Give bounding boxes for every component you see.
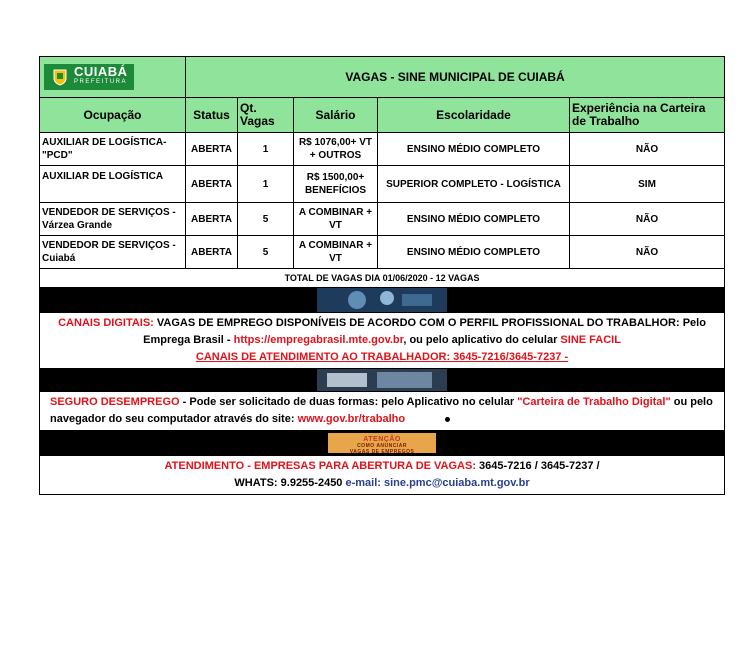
col-qt: Qt. Vagas <box>238 98 294 133</box>
cuiaba-logo <box>44 64 134 90</box>
cell-salario: A COMBINAR + VT <box>294 236 378 269</box>
empresas-email[interactable]: e-mail: sine.pmc@cuiaba.mt.gov.br <box>342 477 530 489</box>
bullet-dot-icon <box>445 417 450 422</box>
cell-qt: 5 <box>238 236 294 269</box>
logo-name: CUIABÁ <box>74 63 128 79</box>
banner-image-cell <box>40 288 725 313</box>
col-ocupacao: Ocupação <box>40 98 186 133</box>
canais-digitais-cell <box>40 313 725 369</box>
col-escolaridade: Escolaridade <box>378 98 570 133</box>
banner-image-cell-2 <box>40 369 725 392</box>
cell-status: ABERTA <box>186 133 238 166</box>
image-band-1 <box>40 288 725 313</box>
canais-label: CANAIS DIGITAIS: <box>58 317 154 329</box>
cell-qt: 5 <box>238 203 294 236</box>
seguro-desemprego-row <box>40 392 725 431</box>
table-row <box>40 203 725 236</box>
cell-escolaridade: ENSINO MÉDIO COMPLETO <box>378 133 570 166</box>
table-row <box>40 166 725 203</box>
cell-status: ABERTA <box>186 236 238 269</box>
seguro-desemprego-cell <box>40 392 725 431</box>
cell-status: ABERTA <box>186 166 238 203</box>
cell-escolaridade: ENSINO MÉDIO COMPLETO <box>378 236 570 269</box>
cell-ocupacao: VENDEDOR DE SERVIÇOS - Várzea Grande <box>40 203 186 236</box>
empresas-row <box>40 456 725 495</box>
atencao-line3: VAGAS DE EMPREGOS <box>349 449 415 455</box>
cell-escolaridade: SUPERIOR COMPLETO - LOGÍSTICA <box>378 166 570 203</box>
seguro-app: "Carteira de Trabalho Digital" <box>517 396 671 408</box>
cell-qt: 1 <box>238 133 294 166</box>
jobs-table <box>39 56 725 495</box>
canais-digitais-row <box>40 313 725 369</box>
empresas-label: ATENDIMENTO - EMPRESAS PARA ABERTURA DE VAGAS: <box>164 460 476 472</box>
atencao-line1: ATENÇÃO <box>363 436 401 443</box>
city-crest-icon <box>50 67 70 87</box>
seguro-banner-image <box>317 369 447 391</box>
image-band-2 <box>40 369 725 392</box>
cell-ocupacao: AUXILIAR DE LOGÍSTICA- "PCD" <box>40 133 186 166</box>
atendimento-trabalhador: CANAIS DE ATENDIMENTO AO TRABALHADOR: 3645-7216/3645-7237 - <box>195 351 569 363</box>
header-row <box>40 98 725 133</box>
cell-salario: R$ 1500,00+ BENEFÍCIOS <box>294 166 378 203</box>
col-salario: Salário <box>294 98 378 133</box>
cell-experiencia: NÃO <box>570 236 725 269</box>
empregabrasil-prefix: Emprega Brasil - <box>143 334 234 346</box>
cell-status: ABERTA <box>186 203 238 236</box>
cell-escolaridade: ENSINO MÉDIO COMPLETO <box>378 203 570 236</box>
cell-salario: A COMBINAR + VT <box>294 203 378 236</box>
banner-image-cell-3 <box>40 431 725 456</box>
empresas-whats: WHATS: 9.9255-2450 <box>234 477 343 489</box>
cell-experiencia: NÃO <box>570 133 725 166</box>
image-band-3 <box>40 431 725 456</box>
seguro-text2: ou pelo navegador do seu computador através do site: <box>50 396 713 425</box>
total-row <box>40 269 725 288</box>
job-sheet <box>39 56 724 495</box>
seguro-label: SEGURO DESEMPREGO <box>50 396 180 408</box>
empregabrasil-mid: , ou pelo aplicativo do celular <box>403 334 561 346</box>
sine-facil-app: SINE FACIL <box>560 334 621 346</box>
page-title: VAGAS - SINE MUNICIPAL DE CUIABÁ <box>186 57 725 98</box>
cell-salario: R$ 1076,00+ VT + OUTROS <box>294 133 378 166</box>
cell-ocupacao: VENDEDOR DE SERVIÇOS - Cuiabá <box>40 236 186 269</box>
jobs-banner-image <box>317 288 447 312</box>
cell-ocupacao: AUXILIAR DE LOGÍSTICA <box>40 166 186 203</box>
logo-cell <box>40 57 186 98</box>
cell-experiencia: SIM <box>570 166 725 203</box>
seguro-text1: - Pode ser solicitado de duas formas: pelo Aplicativo no celular <box>179 396 518 408</box>
canais-text: VAGAS DE EMPREGO DISPONÍVEIS DE ACORDO COM O PERFIL PROFISSIONAL DO TRABALHOR: Pelo <box>153 317 706 329</box>
table-row <box>40 236 725 269</box>
col-status: Status <box>186 98 238 133</box>
total-vagas: TOTAL DE VAGAS DIA 01/06/2020 - 12 VAGAS <box>40 269 725 288</box>
table-row <box>40 133 725 166</box>
empresas-cell <box>40 456 725 495</box>
atencao-banner <box>328 433 436 453</box>
cell-qt: 1 <box>238 166 294 203</box>
seguro-site-link[interactable]: www.gov.br/trabalho <box>297 413 406 425</box>
cell-experiencia: NÃO <box>570 203 725 236</box>
atencao-line2: COMO ANUNCIAR <box>357 443 407 449</box>
col-experiencia: Experiência na Carteira de Trabalho <box>570 98 725 133</box>
logo-sub: PREFEITURA <box>74 78 128 85</box>
title-row <box>40 57 725 98</box>
empresas-phones: 3645-7216 / 3645-7237 / <box>476 460 600 472</box>
empregabrasil-link[interactable]: https://empregabrasil.mte.gov.br <box>233 334 404 346</box>
